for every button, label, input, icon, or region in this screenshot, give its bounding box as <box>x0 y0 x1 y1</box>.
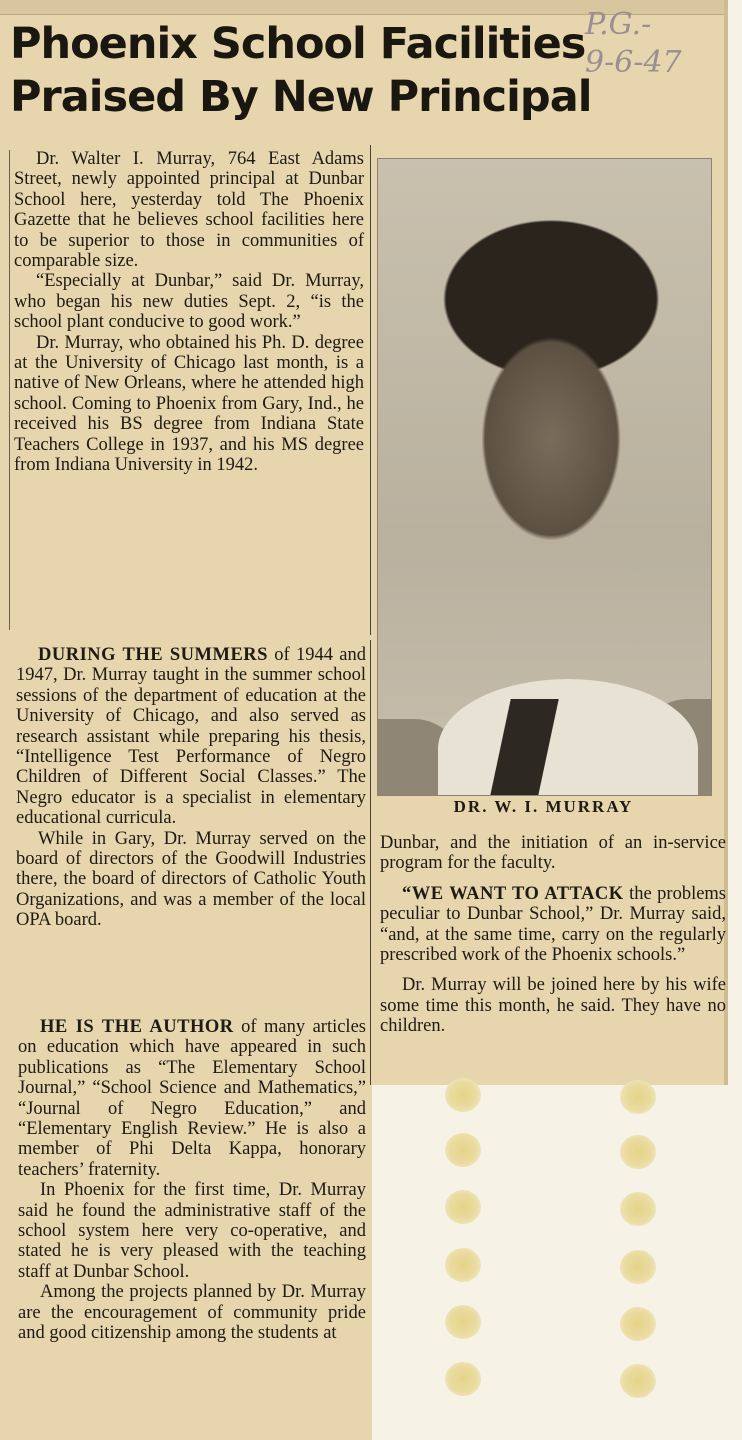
paragraph: Dr. Murray will be joined here by his wife some time this month, he said. They have no children. <box>380 975 726 1037</box>
glue-stain <box>620 1250 656 1284</box>
photo-shirt <box>438 679 698 796</box>
glue-stain <box>445 1305 481 1339</box>
glue-stain <box>620 1364 656 1398</box>
glue-stain <box>620 1192 656 1226</box>
subhead-lead: DURING THE SUMMERS <box>38 645 268 665</box>
handwritten-date-note <box>585 6 725 96</box>
subhead-lead: “WE WANT TO ATTACK <box>402 883 624 904</box>
paragraph: Dr. Walter I. Murray, 764 East Adams Street, newly appointed principal at Dunbar School here, yesterday told The Phoenix Gazette that he believes school facilities here to be superior to those in communities of comparable size. <box>14 149 364 272</box>
article-column-1-continued <box>16 645 366 931</box>
paragraph: Dunbar, and the initiation of an in-service program for the faculty. <box>380 833 726 874</box>
column-rule-left <box>9 150 10 630</box>
glue-stain <box>445 1248 481 1282</box>
article-column-2 <box>380 833 726 1037</box>
paragraph <box>380 884 726 966</box>
glue-stain <box>445 1078 481 1112</box>
paragraph: In Phoenix for the first time, Dr. Murray said he found the administrative staff of the school system here very co-operative, and stated he is very pleased with the teaching staff at Dunbar School. <box>18 1180 366 1282</box>
paragraph-text: the problems peculiar to Dunbar School,” Dr. Murray said, “and, at the same time, carry on the regularly prescribed work of the Phoenix schools.” <box>380 883 727 966</box>
paragraph: Dr. Murray, who obtained his Ph. D. degree at the University of Chicago last month, is a native of New Orleans, where he attended high school. Coming to Phoenix from Gary, Ind., he received his BS degree from Indiana State Teachers College in 1937, and his MS degree from Indiana University in 1942. <box>14 332 364 476</box>
glue-stain <box>620 1135 656 1169</box>
article-column-1 <box>14 149 364 476</box>
scrapbook-page-background <box>372 1085 742 1440</box>
paragraph-text: of 1944 and 1947, Dr. Murray taught in the summer school sessions of the department of education at the University of Chicago, and also served as research assistant while preparing his thesis, “Intelligence Test Performance of Negro Children of Different Social Classes.” The Negro educator is a specialist in elementary educational curricula. <box>16 645 367 829</box>
handwritten-date: 9-6-47 <box>585 45 682 80</box>
paragraph <box>18 1017 366 1180</box>
column-rule <box>370 145 371 635</box>
glue-stain <box>445 1190 481 1224</box>
paragraph: Among the projects planned by Dr. Murray are the encouragement of community pride and good citizenship among the students at <box>18 1282 366 1344</box>
paragraph: “Especially at Dunbar,” said Dr. Murray, who began his new duties Sept. 2, “is the school plant conducive to good work.” <box>14 271 364 333</box>
handwritten-source: P.G.- <box>585 7 652 42</box>
article-column-1-lower <box>18 1017 366 1344</box>
glue-stain <box>445 1133 481 1167</box>
column-rule-lower <box>370 640 371 1085</box>
paragraph <box>16 645 366 829</box>
photo-caption: DR. W. I. MURRAY <box>453 797 634 816</box>
glue-stain <box>620 1080 656 1114</box>
paragraph-text: of many articles on education which have appeared in such publications as “The Elementary School Journal,” “School Science and Mathematics,” “Journal of Negro Education,” and “Elementary English Review.” He is also a member of Phi Delta Kappa, honorary teachers’ fraternity. <box>18 1017 366 1180</box>
portrait-photo <box>377 158 712 796</box>
glue-stain <box>445 1362 481 1396</box>
headline-line-1: Phoenix School Facilities <box>10 19 586 69</box>
subhead-lead: HE IS THE AUTHOR <box>40 1017 234 1037</box>
paragraph: While in Gary, Dr. Murray served on the board of directors of the Goodwill Industries there, the board of directors of Catholic Youth Organizations, and was a member of the local OPA board. <box>16 828 366 931</box>
glue-stain <box>620 1307 656 1341</box>
headline <box>10 18 610 124</box>
headline-line-2: Praised By New Principal <box>10 72 592 122</box>
